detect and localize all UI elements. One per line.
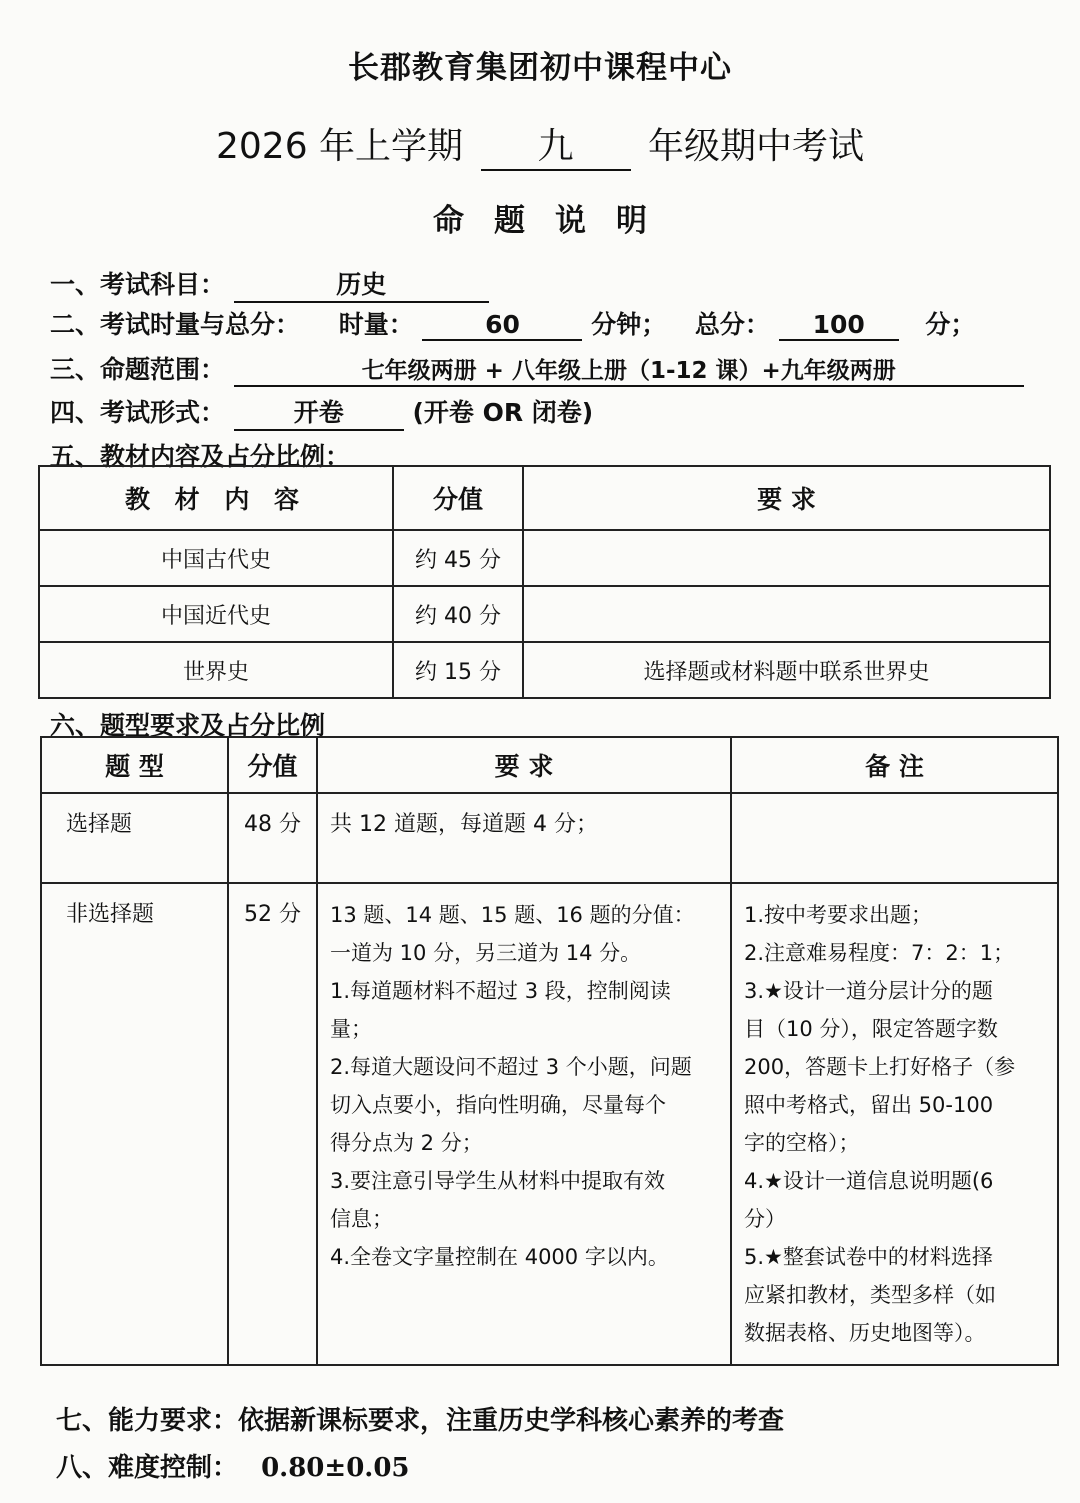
- note-line: 数据表格、历史地图等）。: [744, 1321, 986, 1345]
- section6-title: 六、题型要求及占分比例: [50, 711, 326, 740]
- note-line: 应紧扣教材，类型多样（如: [744, 1283, 996, 1307]
- time-line: [50, 305, 975, 341]
- total-unit: 分；: [925, 310, 976, 339]
- content-cell: 中国古代史: [39, 530, 393, 586]
- total-value: 100: [779, 310, 899, 341]
- content-cell: 中国近代史: [39, 586, 393, 642]
- note-cell: [731, 883, 1058, 1365]
- note-line: 照中考格式，留出 50-100: [744, 1093, 994, 1117]
- req-line: 得分点为 2 分；: [330, 1131, 483, 1155]
- form-hint: (开卷 OR 闭卷): [412, 398, 594, 427]
- org-title: 长郡教育集团初中课程中心: [348, 50, 732, 86]
- note-line: 分）: [744, 1207, 786, 1231]
- type-cell: 选择题: [41, 793, 228, 883]
- form-line: [50, 393, 593, 431]
- req-header: 要 求: [317, 737, 731, 793]
- difficulty-label: 八、难度控制：: [56, 1453, 239, 1483]
- req-cell: [523, 530, 1050, 586]
- score-header: 分值: [393, 466, 523, 530]
- type-header: 题 型: [41, 737, 228, 793]
- table-row: [41, 883, 1058, 1365]
- exam-suffix: 年级期中考试: [647, 126, 864, 167]
- req-cell: 选择题或材料题中联系世界史: [523, 642, 1050, 698]
- table-row: [39, 530, 1050, 586]
- exam-title: [0, 118, 1080, 171]
- req-line: 3.要注意引导学生从材料中提取有效: [330, 1169, 666, 1193]
- subject-line: [50, 265, 489, 303]
- req-line: 2.每道大题设问不超过 3 个小题，问题: [330, 1055, 692, 1079]
- form-value: 开卷: [234, 393, 404, 431]
- table-row: [39, 642, 1050, 698]
- scope-label: 三、命题范围：: [50, 355, 226, 384]
- content-table: [38, 465, 1051, 699]
- note-line: 200，答题卡上打好格子（参: [744, 1055, 1016, 1079]
- score-cell: 约 15 分: [393, 642, 523, 698]
- content-header: 教 材 内 容: [39, 466, 393, 530]
- duration-value: 60: [422, 310, 582, 341]
- req-line: 信息；: [330, 1207, 393, 1231]
- note-line: 5.★整套试卷中的材料选择: [744, 1245, 993, 1269]
- req-line: 量；: [330, 1017, 372, 1041]
- note-cell: [731, 793, 1058, 883]
- req-line: 4.全卷文字量控制在 4000 字以内。: [330, 1245, 669, 1269]
- duration-label: 时量：: [338, 310, 414, 339]
- score-cell: 52 分: [228, 883, 317, 1365]
- scope-value: 七年级两册 + 八年级上册（1-12 课）+九年级两册: [234, 352, 1024, 387]
- score-header: 分值: [228, 737, 317, 793]
- req-line: 一道为 10 分，另三道为 14 分。: [330, 941, 642, 965]
- section5-title: 五、教材内容及占分比例：: [50, 442, 351, 471]
- duration-unit: 分钟；: [591, 310, 667, 339]
- difficulty-value: 0.80±0.05: [261, 1453, 410, 1483]
- time-label: 二、考试时量与总分：: [50, 310, 301, 339]
- form-label: 四、考试形式：: [50, 398, 226, 427]
- req-line: 1.每道题材料不超过 3 段，控制阅读: [330, 979, 671, 1003]
- question-type-table: [40, 736, 1059, 1366]
- note-line: 字的空格）；: [744, 1131, 860, 1155]
- req-line: 13 题、14 题、15 题、16 题的分值：: [330, 903, 695, 927]
- note-header: 备 注: [731, 737, 1058, 793]
- content-cell: 世界史: [39, 642, 393, 698]
- score-cell: 48 分: [228, 793, 317, 883]
- exam-prefix: 2026 年上学期: [216, 126, 464, 167]
- note-line: 2.注意难易程度：7：2：1；: [744, 941, 1015, 965]
- ability-requirement: 七、能力要求：依据新课标要求，注重历史学科核心素养的考查: [56, 1406, 785, 1436]
- note-line: 3.★设计一道分层计分的题: [744, 979, 993, 1003]
- req-cell: [317, 883, 731, 1365]
- note-line: 1.按中考要求出题；: [744, 903, 933, 927]
- note-line: 4.★设计一道信息说明题(6: [744, 1169, 994, 1193]
- req-cell: [523, 586, 1050, 642]
- req-line: 切入点要小，指向性明确，尽量每个: [330, 1093, 666, 1117]
- difficulty-line: [56, 1447, 410, 1484]
- scope-line: [50, 350, 1024, 387]
- table-row: [39, 586, 1050, 642]
- type-cell: 非选择题: [41, 883, 228, 1365]
- note-line: 目（10 分），限定答题字数: [744, 1017, 998, 1041]
- grade-blank: 九: [481, 118, 631, 171]
- score-cell: 约 40 分: [393, 586, 523, 642]
- req-header: 要 求: [523, 466, 1050, 530]
- score-cell: 约 45 分: [393, 530, 523, 586]
- subject-value: 历史: [234, 265, 489, 303]
- subject-label: 一、考试科目：: [50, 270, 226, 299]
- doc-title: 命题说明: [433, 203, 677, 239]
- total-label: 总分：: [694, 310, 770, 339]
- req-cell: 共 12 道题，每道题 4 分；: [317, 793, 731, 883]
- table-row: [41, 793, 1058, 883]
